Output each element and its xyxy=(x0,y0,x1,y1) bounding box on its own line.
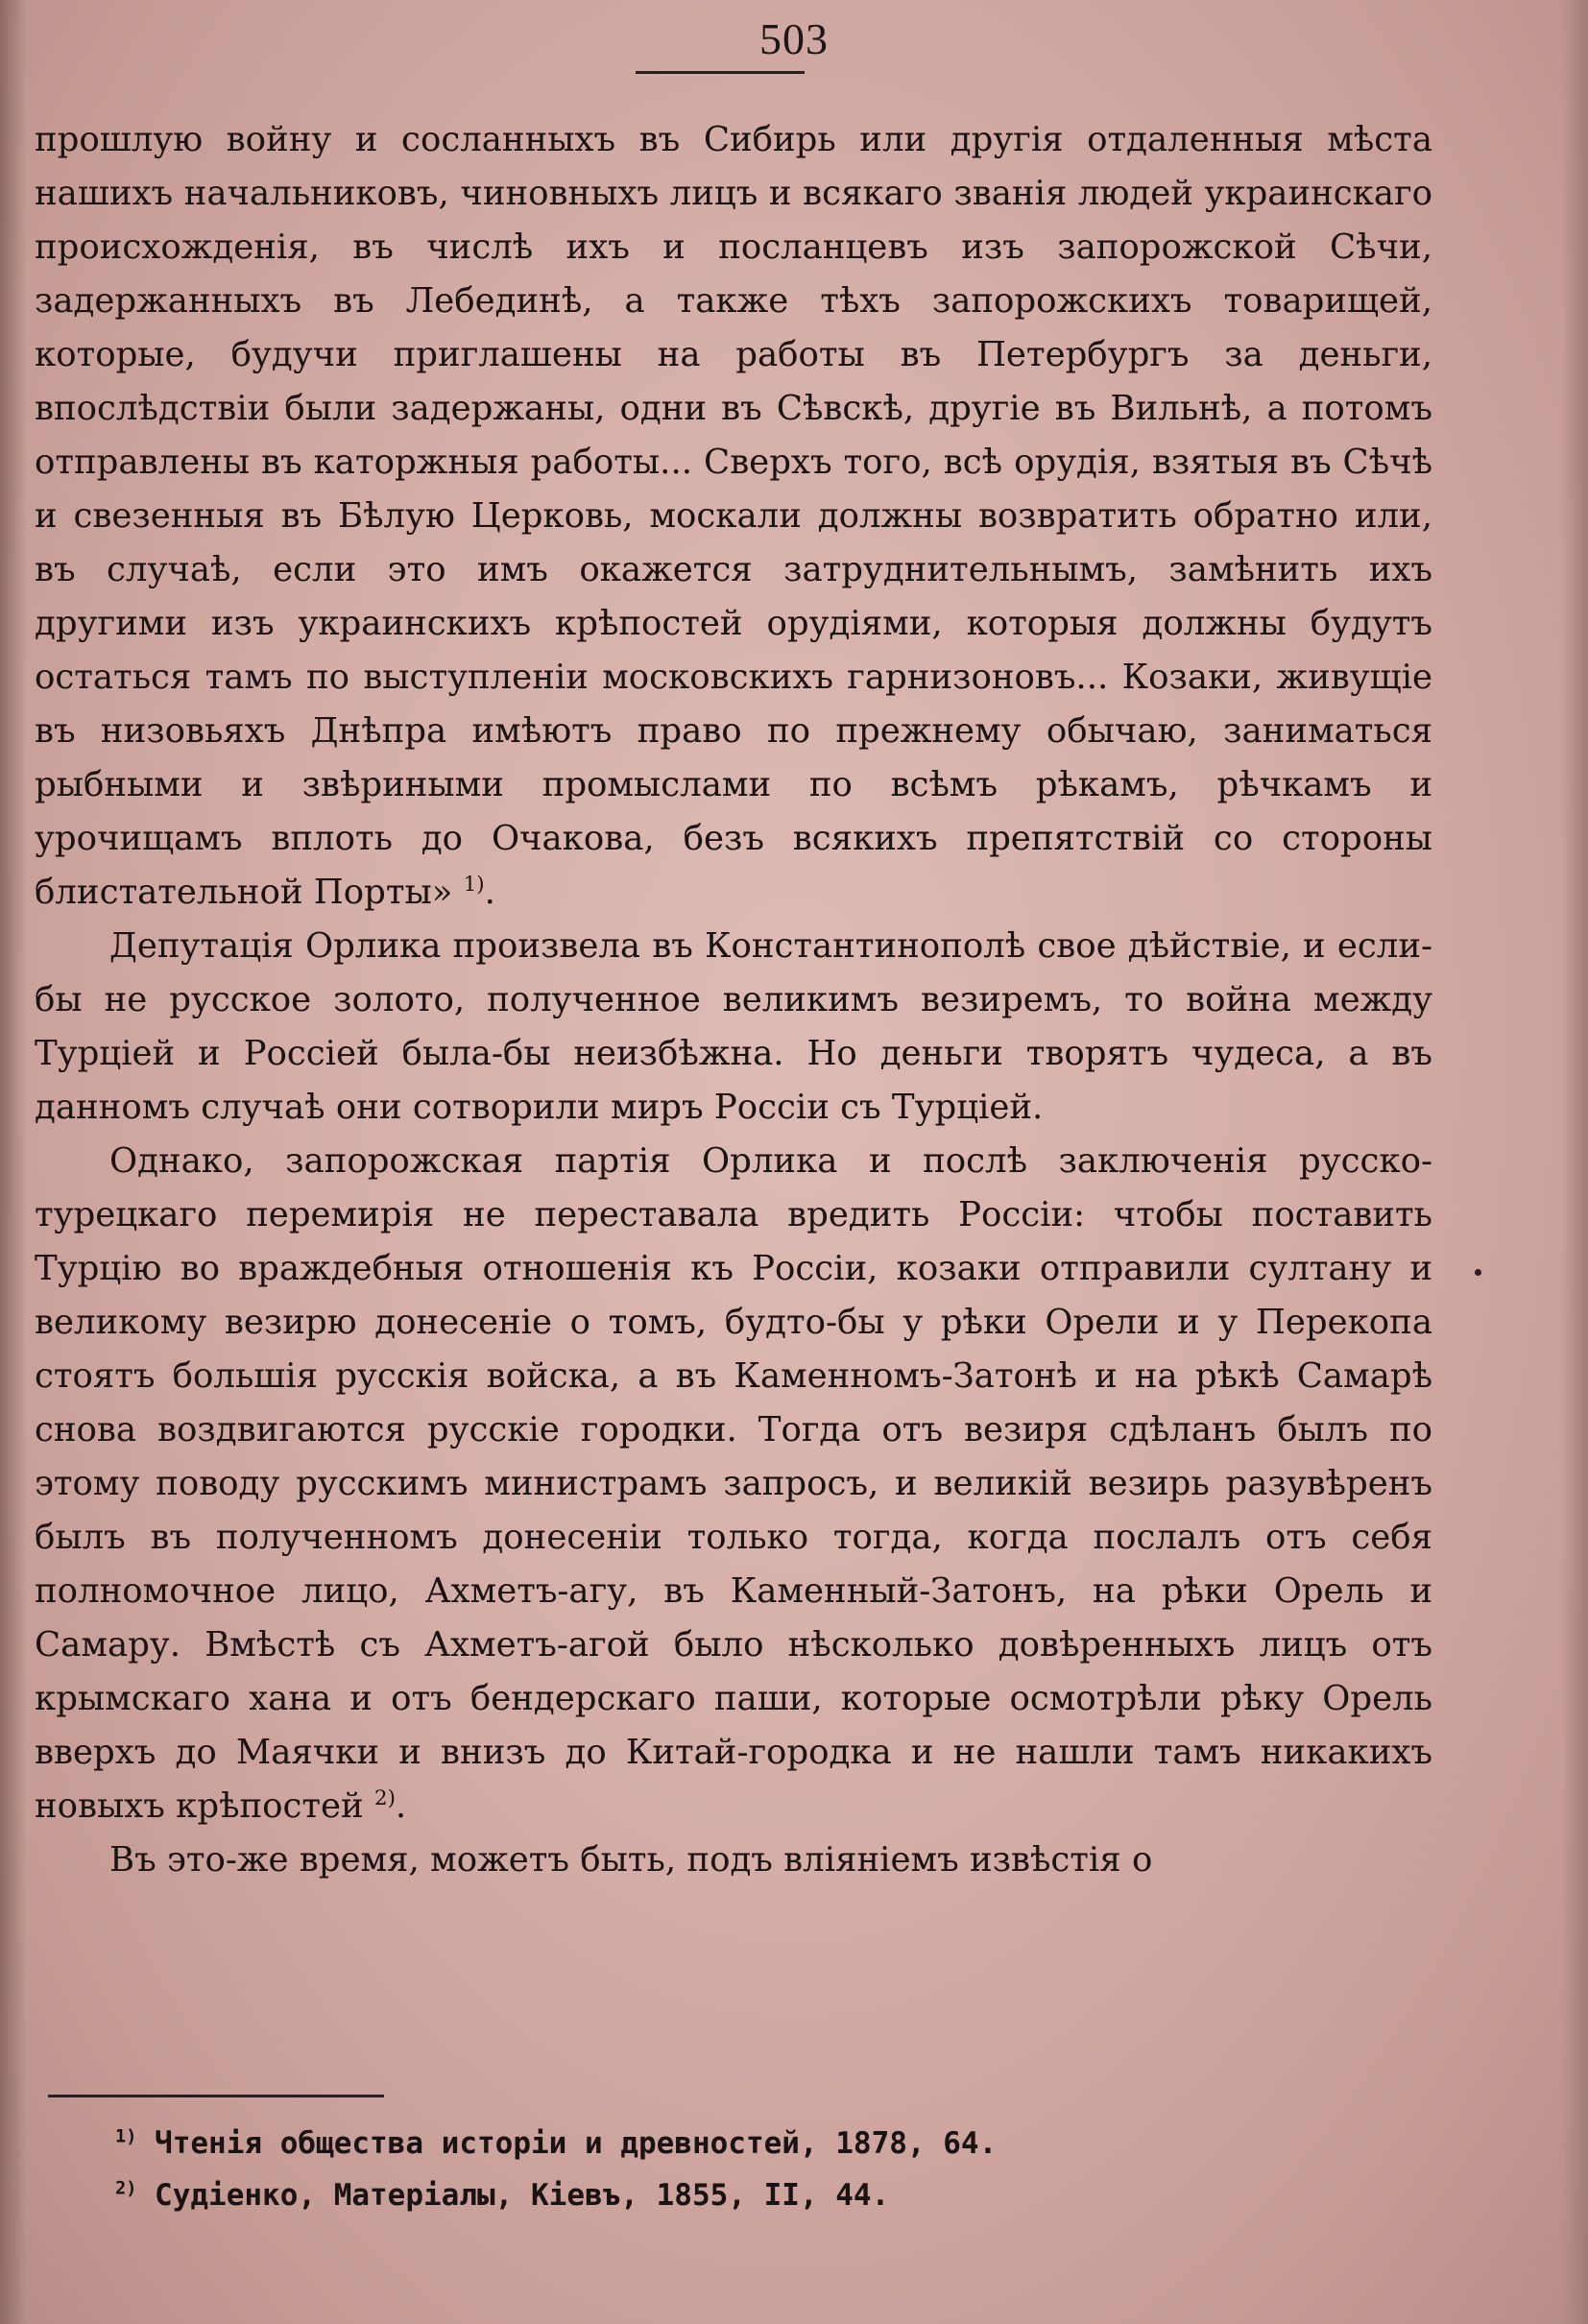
footnote-1-text: Чтенія общества исторіи и древностей, 1878, 64. xyxy=(136,2126,998,2161)
footnote-2 xyxy=(115,2169,1363,2221)
page-shadow-left xyxy=(0,0,27,2324)
body-text xyxy=(35,113,1432,1887)
footnote-separator xyxy=(48,2095,384,2097)
paragraph-1 xyxy=(35,113,1432,920)
paragraph-3 xyxy=(35,1135,1432,1833)
footnote-ref-1[interactable]: 1) xyxy=(463,873,485,898)
paragraph-1-text: прошлую войну и сосланныхъ въ Сибирь или другія отдаленныя мѣста нашихъ начальниковъ, чиновныхъ лицъ и всякаго званія людей украинскаго происхожденія, въ числѣ ихъ и посланцевъ изъ запорожской Сѣчи, задержанныхъ въ Лебединѣ, а также тѣхъ запорожскихъ товарищей, которые, будучи приглашены на работы въ Петербургъ за деньги, впослѣдствіи были задержаны, одни въ Сѣвскѣ, другіе въ Вильнѣ, а потомъ отправлены въ каторжныя работы... Сверхъ того, всѣ орудія, взятыя въ Сѣчѣ и свезенныя въ Бѣлую Церковь, москали должны возвратить обратно или, въ случаѣ, если это имъ окажется затруднительнымъ, замѣнить ихъ другими изъ украинскихъ крѣпостей орудіями, которыя должны будутъ остаться тамъ по выступленіи московскихъ гарнизоновъ... Козаки, живущіе въ низовьяхъ Днѣпра имѣютъ право по прежнему обычаю, заниматься рыбными и звѣриными промыслами по всѣмъ рѣкамъ, рѣчкамъ и урочищамъ вплоть до Очакова, безъ всякихъ препятствій со стороны блистательной Порты» xyxy=(35,120,1432,912)
footnote-2-marker: 2) xyxy=(115,2178,137,2199)
page-shadow-right xyxy=(1561,0,1588,2324)
paragraph-2 xyxy=(35,920,1432,1135)
paragraph-1-end: . xyxy=(484,873,495,912)
footnote-2-text: Судіенко, Матеріалы, Кіевъ, 1855, II, 44. xyxy=(136,2178,890,2213)
page-number: 503 xyxy=(759,14,829,63)
paragraph-3-end: . xyxy=(395,1786,407,1826)
paragraph-2-text: Депутація Орлика произвела въ Константинополѣ свое дѣйствіе, и если-бы не русское золото, полученное великимъ везиремъ, то война между Турціей и Россіей была-бы неизбѣжна. Но деньги творятъ чудеса, а въ данномъ случаѣ они сотворили миръ Россіи съ Турціей. xyxy=(35,926,1432,1127)
footnote-ref-2[interactable]: 2) xyxy=(374,1786,396,1811)
footnote-1 xyxy=(115,2118,1363,2169)
footnote-1-marker: 1) xyxy=(115,2126,137,2147)
footnotes xyxy=(115,2118,1363,2221)
page-number-underline xyxy=(636,71,805,74)
margin-mark xyxy=(1475,1269,1481,1276)
paragraph-4-text: Въ это-же время, можетъ быть, подъ вліяніемъ извѣстія о xyxy=(109,1840,1153,1880)
paragraph-3-text: Однако, запорожская партія Орлика и послѣ заключенія русско-турецкаго перемирія не переставала вредить Россіи: чтобы поставить Турцію во враждебныя отношенія къ Россіи, козаки отправили султану и великому везирю донесеніе о томъ, будто-бы у рѣки Орели и у Перекопа стоятъ большія русскія войска, а въ Каменномъ-Затонѣ и на рѣкѣ Самарѣ снова воздвигаются русскіе городки. Тогда отъ везиря сдѣланъ былъ по этому поводу русскимъ министрамъ запросъ, и великій везирь разувѣренъ былъ въ полученномъ донесеніи только тогда, когда послалъ отъ себя полномочное лицо, Ахметъ-агу, въ Каменный-Затонъ, на рѣки Орель и Самару. Вмѣстѣ съ Ахметъ-агой было нѣсколько довѣренныхъ лицъ отъ крымскаго хана и отъ бендерскаго паши, которые осмотрѣли рѣку Орель вверхъ до Маячки и внизъ до Китай-городка и не нашли тамъ никакихъ новыхъ крѣпостей xyxy=(35,1141,1432,1826)
paragraph-4 xyxy=(35,1833,1432,1887)
